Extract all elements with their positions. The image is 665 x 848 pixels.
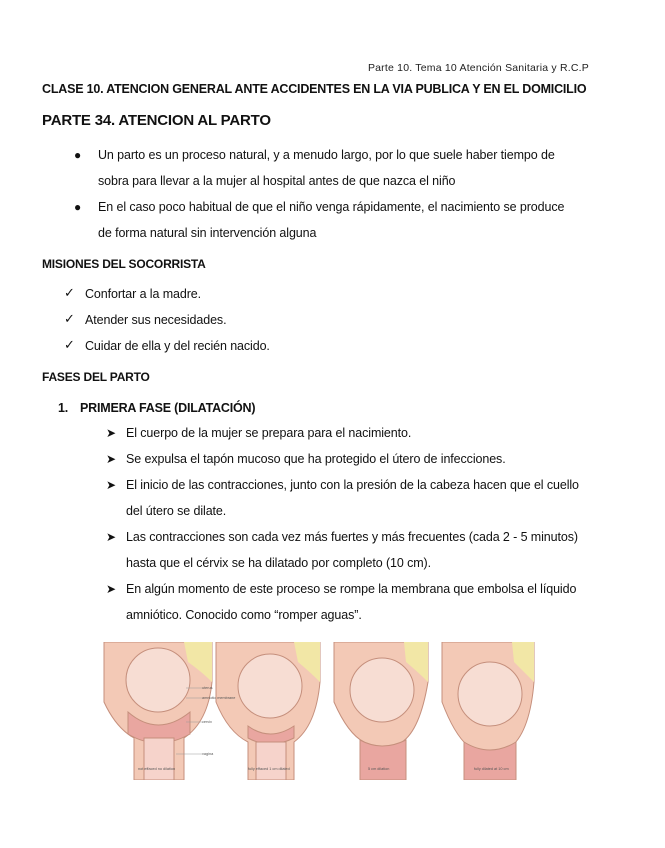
phase-item-cont: amniótico. Conocido como “romper aguas”. [126,608,362,622]
class-title: CLASE 10. ATENCION GENERAL ANTE ACCIDENTES EN LA VIA PUBLICA Y EN EL DOMICILIO [42,82,587,96]
missions-heading: MISIONES DEL SOCORRISTA [42,257,206,271]
phase-item: Se expulsa el tapón mucoso que ha protegido el útero de infecciones. [126,452,506,466]
phase-item: Las contracciones son cada vez más fuertes y más frecuentes (cada 2 - 5 minutos) [126,530,578,544]
phase-title: PRIMERA FASE (DILATACIÓN) [80,401,256,415]
intro-bullet-1-line2: sobra para llevar a la mujer al hospital antes de que nazca el niño [98,174,456,188]
intro-bullet-1-line1: Un parto es un proceso natural, y a menudo largo, por lo que suele haber tiempo de [98,148,555,162]
label-uterus: uterus [202,686,213,690]
label-cervix: cervix [202,720,212,724]
caption-stage-4: fully dilated at 10 cm [474,767,509,771]
phase-item: En algún momento de este proceso se rompe la membrana que embolsa el líquido [126,582,577,596]
arrow-bullet-icon: ➤ [106,478,117,492]
intro-bullet-2-line2: de forma natural sin intervención alguna [98,226,317,240]
phase-item: El cuerpo de la mujer se prepara para el nacimiento. [126,426,412,440]
arrow-bullet-icon: ➤ [106,426,117,440]
mission-item: Cuidar de ella y del recién nacido. [85,339,270,353]
bullet-dot-icon: ● [74,148,82,162]
phase-number: 1. [58,401,69,415]
label-vagina: vagina [202,752,214,756]
label-membrane: amniotic membrane [202,696,236,700]
phase-item-cont: del útero se dilate. [126,504,227,518]
caption-stage-3: 5 cm dilation [368,767,390,771]
check-icon: ✓ [64,285,75,300]
caption-stage-2: fully effaced 1 cm dilated [248,767,290,771]
check-icon: ✓ [64,311,75,326]
check-icon: ✓ [64,337,75,352]
mission-item: Confortar a la madre. [85,287,202,301]
arrow-bullet-icon: ➤ [106,582,117,596]
phase-item: El inicio de las contracciones, junto con la presión de la cabeza hacen que el cuello [126,478,579,492]
arrow-bullet-icon: ➤ [106,452,117,466]
bullet-dot-icon: ● [74,200,82,214]
cervical-dilation-illustration [98,642,536,780]
mission-item: Atender sus necesidades. [85,313,227,327]
phase-item-cont: hasta que el cérvix se ha dilatado por completo (10 cm). [126,556,431,570]
caption-stage-1: not effaced no dilation [138,767,176,771]
arrow-bullet-icon: ➤ [106,530,117,544]
phases-heading: FASES DEL PARTO [42,370,150,384]
part-title: PARTE 34. ATENCION AL PARTO [42,112,271,129]
running-header: Parte 10. Tema 10 Atención Sanitaria y R.C.P [367,62,589,74]
intro-bullet-2-line1: En el caso poco habitual de que el niño venga rápidamente, el nacimiento se produce [98,200,565,214]
